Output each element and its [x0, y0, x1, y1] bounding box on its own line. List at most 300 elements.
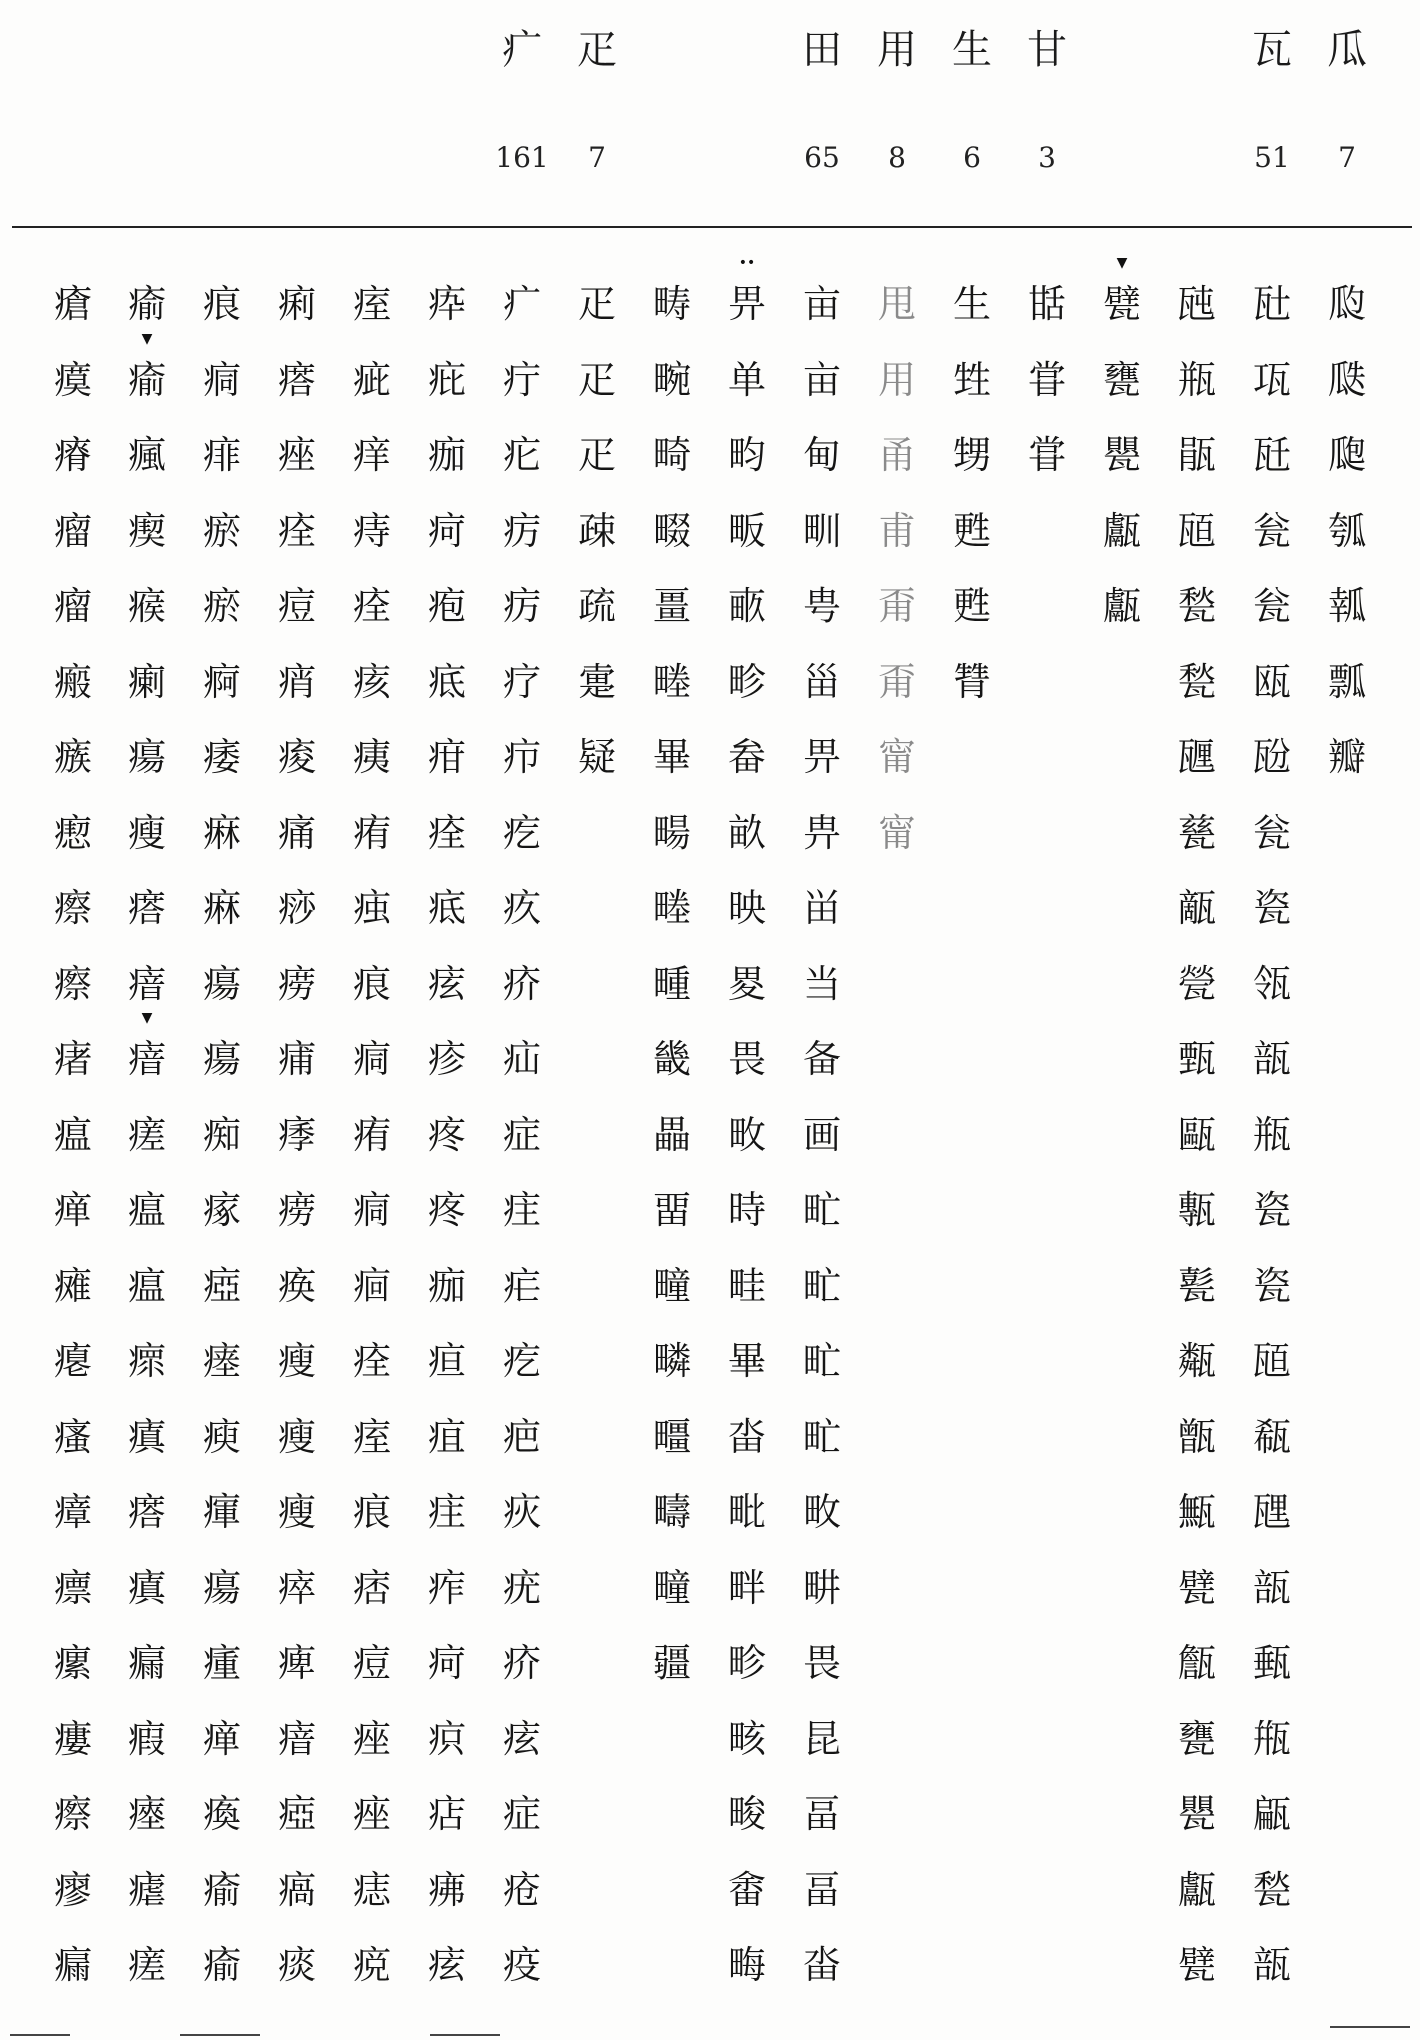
- character-glyph: 瘼: [53, 357, 92, 402]
- character-glyph: 痊: [277, 508, 316, 553]
- character-glyph: 疇: [652, 1490, 691, 1534]
- character-cell: [717, 1784, 777, 1860]
- character-glyph: 痤: [352, 1716, 391, 1761]
- character-glyph: 瘦: [277, 1414, 316, 1459]
- character-glyph: 甦: [952, 584, 991, 628]
- character-glyph: 瓢: [1327, 659, 1366, 704]
- character-glyph: 痁: [427, 1792, 466, 1836]
- character-cell: [1242, 1029, 1302, 1105]
- character-cell: [342, 803, 402, 879]
- character-glyph: 单: [727, 357, 766, 402]
- character-glyph: 畯: [727, 1792, 766, 1836]
- character-glyph: 瘥: [127, 1943, 166, 1987]
- character-cell: [417, 727, 477, 803]
- character-cell: [43, 954, 103, 1030]
- character-cell: [267, 878, 327, 954]
- character-glyph: 甽: [802, 508, 841, 553]
- character-cell: [492, 1784, 552, 1860]
- character-cell: [417, 350, 477, 426]
- character-glyph: 瘊: [127, 584, 166, 628]
- character-cell: [1167, 1407, 1227, 1483]
- character-cell: [267, 1558, 327, 1634]
- header-count: 51: [1254, 141, 1290, 174]
- character-cell: [267, 803, 327, 879]
- character-cell: [342, 1029, 402, 1105]
- character-cell: [717, 1331, 777, 1407]
- character-glyph: 痒: [352, 433, 391, 477]
- character-cell: [567, 727, 627, 803]
- character-glyph: 瘐: [202, 1414, 241, 1459]
- character-glyph: 瘓: [202, 1792, 241, 1836]
- character-cell: [43, 1860, 103, 1936]
- character-glyph: 甗: [1177, 1867, 1216, 1912]
- character-glyph: 瘡: [53, 282, 92, 326]
- character-cell: [567, 576, 627, 652]
- character-glyph: 瓰: [1252, 735, 1291, 779]
- character-glyph: 畾: [652, 1112, 691, 1157]
- character-glyph: 甸: [802, 433, 841, 477]
- character-cell: [267, 1407, 327, 1483]
- character-glyph: 瘥: [127, 1112, 166, 1157]
- header-count: 7: [588, 141, 606, 174]
- character-cell: [267, 652, 327, 728]
- character-glyph: 疕: [502, 433, 541, 477]
- character-cell: [43, 1331, 103, 1407]
- character-glyph: 疷: [427, 886, 466, 930]
- character-glyph: 疅: [652, 1414, 691, 1459]
- footer-rule-right: [1330, 2026, 1410, 2028]
- character-glyph: 畓: [802, 1943, 841, 1987]
- character-glyph: 畷: [652, 508, 691, 553]
- character-column: [717, 255, 777, 2011]
- character-glyph: 瘟: [53, 1112, 92, 1157]
- character-cell: [492, 1709, 552, 1785]
- character-glyph: 瘦: [127, 810, 166, 855]
- character-glyph: 瘭: [53, 1565, 92, 1610]
- character-cell: [192, 954, 252, 1030]
- character-cell: [1242, 652, 1302, 728]
- character-glyph: 痤: [352, 1792, 391, 1836]
- character-cell: [192, 1029, 252, 1105]
- character-glyph: 痪: [277, 1263, 316, 1308]
- character-glyph: 亩: [802, 357, 841, 402]
- character-cell: [417, 1180, 477, 1256]
- character-glyph: 瘯: [53, 735, 92, 779]
- character-glyph: 畈: [727, 508, 766, 553]
- character-cell: [43, 274, 103, 350]
- character-cell: [1242, 1482, 1302, 1558]
- character-cell: [43, 652, 103, 728]
- character-glyph: 瘦: [277, 1339, 316, 1383]
- character-glyph: 疩: [427, 282, 466, 326]
- character-cell: [43, 1180, 103, 1256]
- character-glyph: 甿: [802, 1263, 841, 1308]
- character-glyph: 畽: [652, 961, 691, 1006]
- character-glyph: 甕: [1102, 357, 1141, 402]
- character-cell: [942, 425, 1002, 501]
- character-glyph: 瓷: [1252, 1188, 1291, 1232]
- character-cell: [1242, 1709, 1302, 1785]
- character-cell: [117, 1558, 177, 1634]
- character-cell: [342, 1256, 402, 1332]
- character-cell: [1167, 576, 1227, 652]
- character-glyph: 甛: [1027, 282, 1066, 326]
- character-cell: [642, 350, 702, 426]
- character-cell: [342, 1331, 402, 1407]
- character-cell: [417, 1935, 477, 2011]
- character-cell: [1017, 425, 1077, 501]
- character-cell: [567, 652, 627, 728]
- character-cell: [642, 954, 702, 1030]
- character-glyph: 昆: [802, 1716, 841, 1761]
- character-cell: [792, 1331, 852, 1407]
- character-cell: [792, 576, 852, 652]
- character-cell: [192, 576, 252, 652]
- character-glyph: 痊: [352, 584, 391, 628]
- character-glyph: 痴: [202, 1112, 241, 1157]
- character-cell: [492, 1407, 552, 1483]
- character-glyph: 用: [877, 357, 916, 402]
- character-glyph: 疝: [502, 1037, 541, 1081]
- character-cell: [267, 1860, 327, 1936]
- character-cell: [1242, 727, 1302, 803]
- character-cell: [717, 501, 777, 577]
- character-cell: [492, 1256, 552, 1332]
- character-cell: [117, 330, 177, 426]
- header-radical: 瓦: [1252, 27, 1292, 73]
- character-glyph: 瘨: [127, 1565, 166, 1610]
- character-cell: [342, 576, 402, 652]
- character-column: [867, 274, 927, 878]
- character-cell: [717, 255, 777, 350]
- header-count: 65: [804, 141, 840, 174]
- character-cell: [642, 1029, 702, 1105]
- character-glyph: 畛: [727, 1641, 766, 1685]
- annotation-mark: ••: [738, 255, 756, 271]
- character-cell: [1167, 425, 1227, 501]
- character-glyph: 瘵: [53, 961, 92, 1006]
- character-cell: [1167, 1105, 1227, 1181]
- character-cell: [267, 1709, 327, 1785]
- character-glyph: 疙: [502, 810, 541, 855]
- character-glyph: 疳: [427, 735, 466, 779]
- character-glyph: 畱: [652, 1188, 691, 1232]
- character-glyph: 瓮: [1252, 810, 1291, 855]
- character-glyph: 瘳: [53, 1867, 92, 1912]
- character-cell: [717, 1482, 777, 1558]
- character-glyph: 痘: [277, 584, 316, 628]
- character-glyph: 甃: [1177, 584, 1216, 628]
- character-cell: [43, 501, 103, 577]
- character-cell: [43, 576, 103, 652]
- character-cell: [492, 954, 552, 1030]
- character-cell: [867, 727, 927, 803]
- character-cell: [342, 954, 402, 1030]
- character-cell: [267, 1935, 327, 2011]
- character-glyph: 疼: [427, 1188, 466, 1232]
- character-glyph: 当: [802, 961, 841, 1006]
- character-glyph: 疋: [577, 433, 616, 477]
- character-cell: [642, 1331, 702, 1407]
- character-cell: [717, 1029, 777, 1105]
- character-glyph: 痏: [352, 1112, 391, 1157]
- character-glyph: 瘙: [53, 1414, 92, 1459]
- character-cell: [192, 652, 252, 728]
- character-cell: [492, 501, 552, 577]
- character-glyph: 畛: [727, 659, 766, 704]
- character-glyph: 瘦: [277, 1490, 316, 1534]
- character-glyph: 疟: [502, 1263, 541, 1308]
- character-cell: [1167, 1558, 1227, 1634]
- character-cell: [642, 1105, 702, 1181]
- character-glyph: 瓞: [1327, 357, 1366, 402]
- character-glyph: 瘛: [53, 810, 92, 855]
- character-cell: [342, 1709, 402, 1785]
- character-glyph: 甔: [1177, 1641, 1216, 1685]
- character-glyph: 备: [802, 1037, 841, 1081]
- character-glyph: 畊: [802, 1565, 841, 1610]
- character-glyph: 痱: [202, 433, 241, 477]
- character-cell: [492, 1860, 552, 1936]
- character-cell: [43, 727, 103, 803]
- character-cell: [1242, 878, 1302, 954]
- character-cell: [492, 1633, 552, 1709]
- character-glyph: 痘: [352, 1641, 391, 1685]
- character-cell: [717, 350, 777, 426]
- footer-rule-left: [10, 2034, 70, 2036]
- character-column: [192, 274, 252, 2011]
- character-cell: [1317, 501, 1377, 577]
- character-cell: [717, 1180, 777, 1256]
- character-glyph: 瘺: [53, 1943, 92, 1987]
- character-glyph: 甯: [877, 735, 916, 779]
- character-glyph: 疴: [427, 1641, 466, 1685]
- character-glyph: 瘨: [127, 1414, 166, 1459]
- character-cell: [267, 501, 327, 577]
- header-count: 6: [963, 141, 981, 174]
- character-glyph: 甭: [877, 659, 916, 704]
- character-glyph: 痣: [352, 1867, 391, 1912]
- character-glyph: 痔: [352, 508, 391, 553]
- header-count: 8: [888, 141, 906, 174]
- character-glyph: 痨: [277, 1188, 316, 1232]
- character-glyph: 疱: [427, 584, 466, 628]
- character-glyph: 甇: [1177, 961, 1216, 1006]
- character-glyph: 甩: [877, 282, 916, 326]
- character-glyph: 甅: [1177, 735, 1216, 779]
- character-glyph: 疰: [502, 1188, 541, 1232]
- character-cell: [717, 1558, 777, 1634]
- character-glyph: 畬: [727, 1867, 766, 1912]
- character-cell: [43, 1105, 103, 1181]
- character-glyph: 瘤: [53, 508, 92, 553]
- character-glyph: 甗: [1102, 584, 1141, 628]
- character-cell: [342, 1860, 402, 1936]
- character-cell: [492, 652, 552, 728]
- character-cell: [492, 1482, 552, 1558]
- character-cell: [792, 1558, 852, 1634]
- character-cell: [267, 954, 327, 1030]
- character-glyph: 瘍: [202, 961, 241, 1006]
- character-cell: [192, 878, 252, 954]
- character-cell: [1242, 425, 1302, 501]
- character-cell: [1242, 1331, 1302, 1407]
- character-glyph: 痳: [202, 886, 241, 930]
- character-glyph: 疽: [427, 1414, 466, 1459]
- character-cell: [43, 1029, 103, 1105]
- character-cell: [792, 425, 852, 501]
- character-glyph: 痵: [277, 1112, 316, 1157]
- character-cell: [1242, 1256, 1302, 1332]
- character-cell: [792, 1860, 852, 1936]
- character-glyph: 瘍: [127, 735, 166, 779]
- character-glyph: 瘉: [202, 1943, 241, 1987]
- character-cell: [342, 1482, 402, 1558]
- character-cell: [192, 1709, 252, 1785]
- character-cell: [117, 652, 177, 728]
- character-glyph: 瘁: [277, 1565, 316, 1610]
- character-cell: [1242, 576, 1302, 652]
- character-cell: [43, 1784, 103, 1860]
- character-cell: [792, 501, 852, 577]
- character-glyph: 甫: [877, 508, 916, 553]
- character-glyph: 畡: [727, 1716, 766, 1761]
- character-column: [1242, 274, 1302, 2011]
- character-glyph: 瘇: [202, 1641, 241, 1685]
- character-glyph: 時: [727, 1188, 766, 1232]
- character-glyph: 疋: [577, 282, 616, 326]
- annotation-mark: ▼: [1116, 255, 1128, 271]
- character-glyph: 瓹: [1177, 433, 1216, 477]
- character-glyph: 瘈: [127, 508, 166, 553]
- character-cell: [43, 1633, 103, 1709]
- character-cell: [942, 501, 1002, 577]
- character-glyph: 痃: [502, 1716, 541, 1761]
- character-cell: [642, 1407, 702, 1483]
- character-glyph: 甃: [1177, 659, 1216, 704]
- character-cell: [43, 878, 103, 954]
- character-glyph: 痢: [277, 282, 316, 326]
- character-cell: [867, 350, 927, 426]
- character-glyph: 瘑: [277, 1867, 316, 1912]
- character-cell: [942, 274, 1002, 350]
- character-glyph: 畀: [727, 282, 766, 326]
- character-glyph: 痌: [352, 1037, 391, 1081]
- character-glyph: 甒: [1177, 1490, 1216, 1534]
- character-cell: [717, 954, 777, 1030]
- character-cell: [192, 1105, 252, 1181]
- character-column: [342, 274, 402, 2011]
- character-cell: [642, 425, 702, 501]
- character-cell: [267, 1180, 327, 1256]
- character-cell: [492, 425, 552, 501]
- character-glyph: 甓: [1177, 1943, 1216, 1987]
- header-radical: 田: [802, 27, 842, 73]
- character-cell: [192, 1331, 252, 1407]
- character-cell: [417, 878, 477, 954]
- character-glyph: 畐: [802, 1792, 841, 1836]
- character-cell: [492, 1180, 552, 1256]
- character-glyph: 疫: [502, 1943, 541, 1987]
- character-glyph: 畏: [802, 1641, 841, 1685]
- character-cell: [267, 425, 327, 501]
- character-glyph: 甹: [802, 584, 841, 628]
- character-glyph: 瘌: [127, 659, 166, 704]
- character-glyph: 甡: [952, 357, 991, 402]
- character-glyph: 疆: [652, 1641, 691, 1685]
- character-cell: [192, 350, 252, 426]
- character-glyph: 甂: [1252, 1792, 1291, 1836]
- character-cell: [43, 1558, 103, 1634]
- character-glyph: 疖: [502, 735, 541, 779]
- character-glyph: 瘺: [127, 1641, 166, 1685]
- character-glyph: 瘵: [53, 1792, 92, 1836]
- character-cell: [192, 1256, 252, 1332]
- character-column: [1092, 255, 1152, 652]
- character-glyph: 瘀: [202, 508, 241, 553]
- character-glyph: 瘰: [53, 1641, 92, 1685]
- character-glyph: 瘻: [53, 1716, 92, 1761]
- character-cell: [43, 1482, 103, 1558]
- header-count: 161: [495, 141, 549, 174]
- character-glyph: 画: [802, 1112, 841, 1157]
- character-cell: [792, 1784, 852, 1860]
- character-glyph: 瓮: [1252, 508, 1291, 553]
- character-cell: [642, 1180, 702, 1256]
- character-cell: [117, 1105, 177, 1181]
- character-cell: [117, 425, 177, 501]
- character-cell: [267, 1331, 327, 1407]
- character-glyph: 痏: [352, 810, 391, 855]
- character-cell: [1017, 350, 1077, 426]
- character-glyph: 畀: [802, 735, 841, 779]
- character-cell: [267, 727, 327, 803]
- character-glyph: 瘝: [127, 1339, 166, 1383]
- character-glyph: 痐: [352, 1263, 391, 1308]
- character-cell: [117, 1256, 177, 1332]
- character-glyph: 瓿: [1252, 1037, 1291, 1081]
- character-glyph: 甑: [1177, 1414, 1216, 1459]
- character-cell: [792, 803, 852, 879]
- character-glyph: 瓴: [1252, 961, 1291, 1006]
- character-cell: [867, 501, 927, 577]
- character-cell: [1092, 350, 1152, 426]
- character-glyph: 亩: [802, 282, 841, 326]
- character-glyph: 畄: [802, 886, 841, 930]
- character-glyph: 瓿: [1252, 1943, 1291, 1987]
- character-glyph: 疪: [427, 357, 466, 402]
- character-cell: [417, 803, 477, 879]
- character-glyph: 畞: [727, 584, 766, 628]
- character-glyph: 疠: [502, 584, 541, 628]
- character-cell: [342, 1180, 402, 1256]
- header-radical: 瓜: [1327, 27, 1367, 73]
- character-cell: [342, 501, 402, 577]
- character-glyph: 甾: [802, 659, 841, 704]
- character-glyph: 痂: [427, 433, 466, 477]
- character-glyph: 瘂: [277, 1792, 316, 1836]
- character-cell: [792, 1105, 852, 1181]
- character-glyph: 瘋: [127, 433, 166, 477]
- character-cell: [267, 350, 327, 426]
- character-glyph: 畸: [652, 433, 691, 477]
- character-cell: [417, 652, 477, 728]
- character-cell: [1167, 954, 1227, 1030]
- character-cell: [1242, 1633, 1302, 1709]
- character-glyph: 甃: [1252, 1867, 1291, 1912]
- character-cell: [642, 727, 702, 803]
- character-cell: [1242, 1407, 1302, 1483]
